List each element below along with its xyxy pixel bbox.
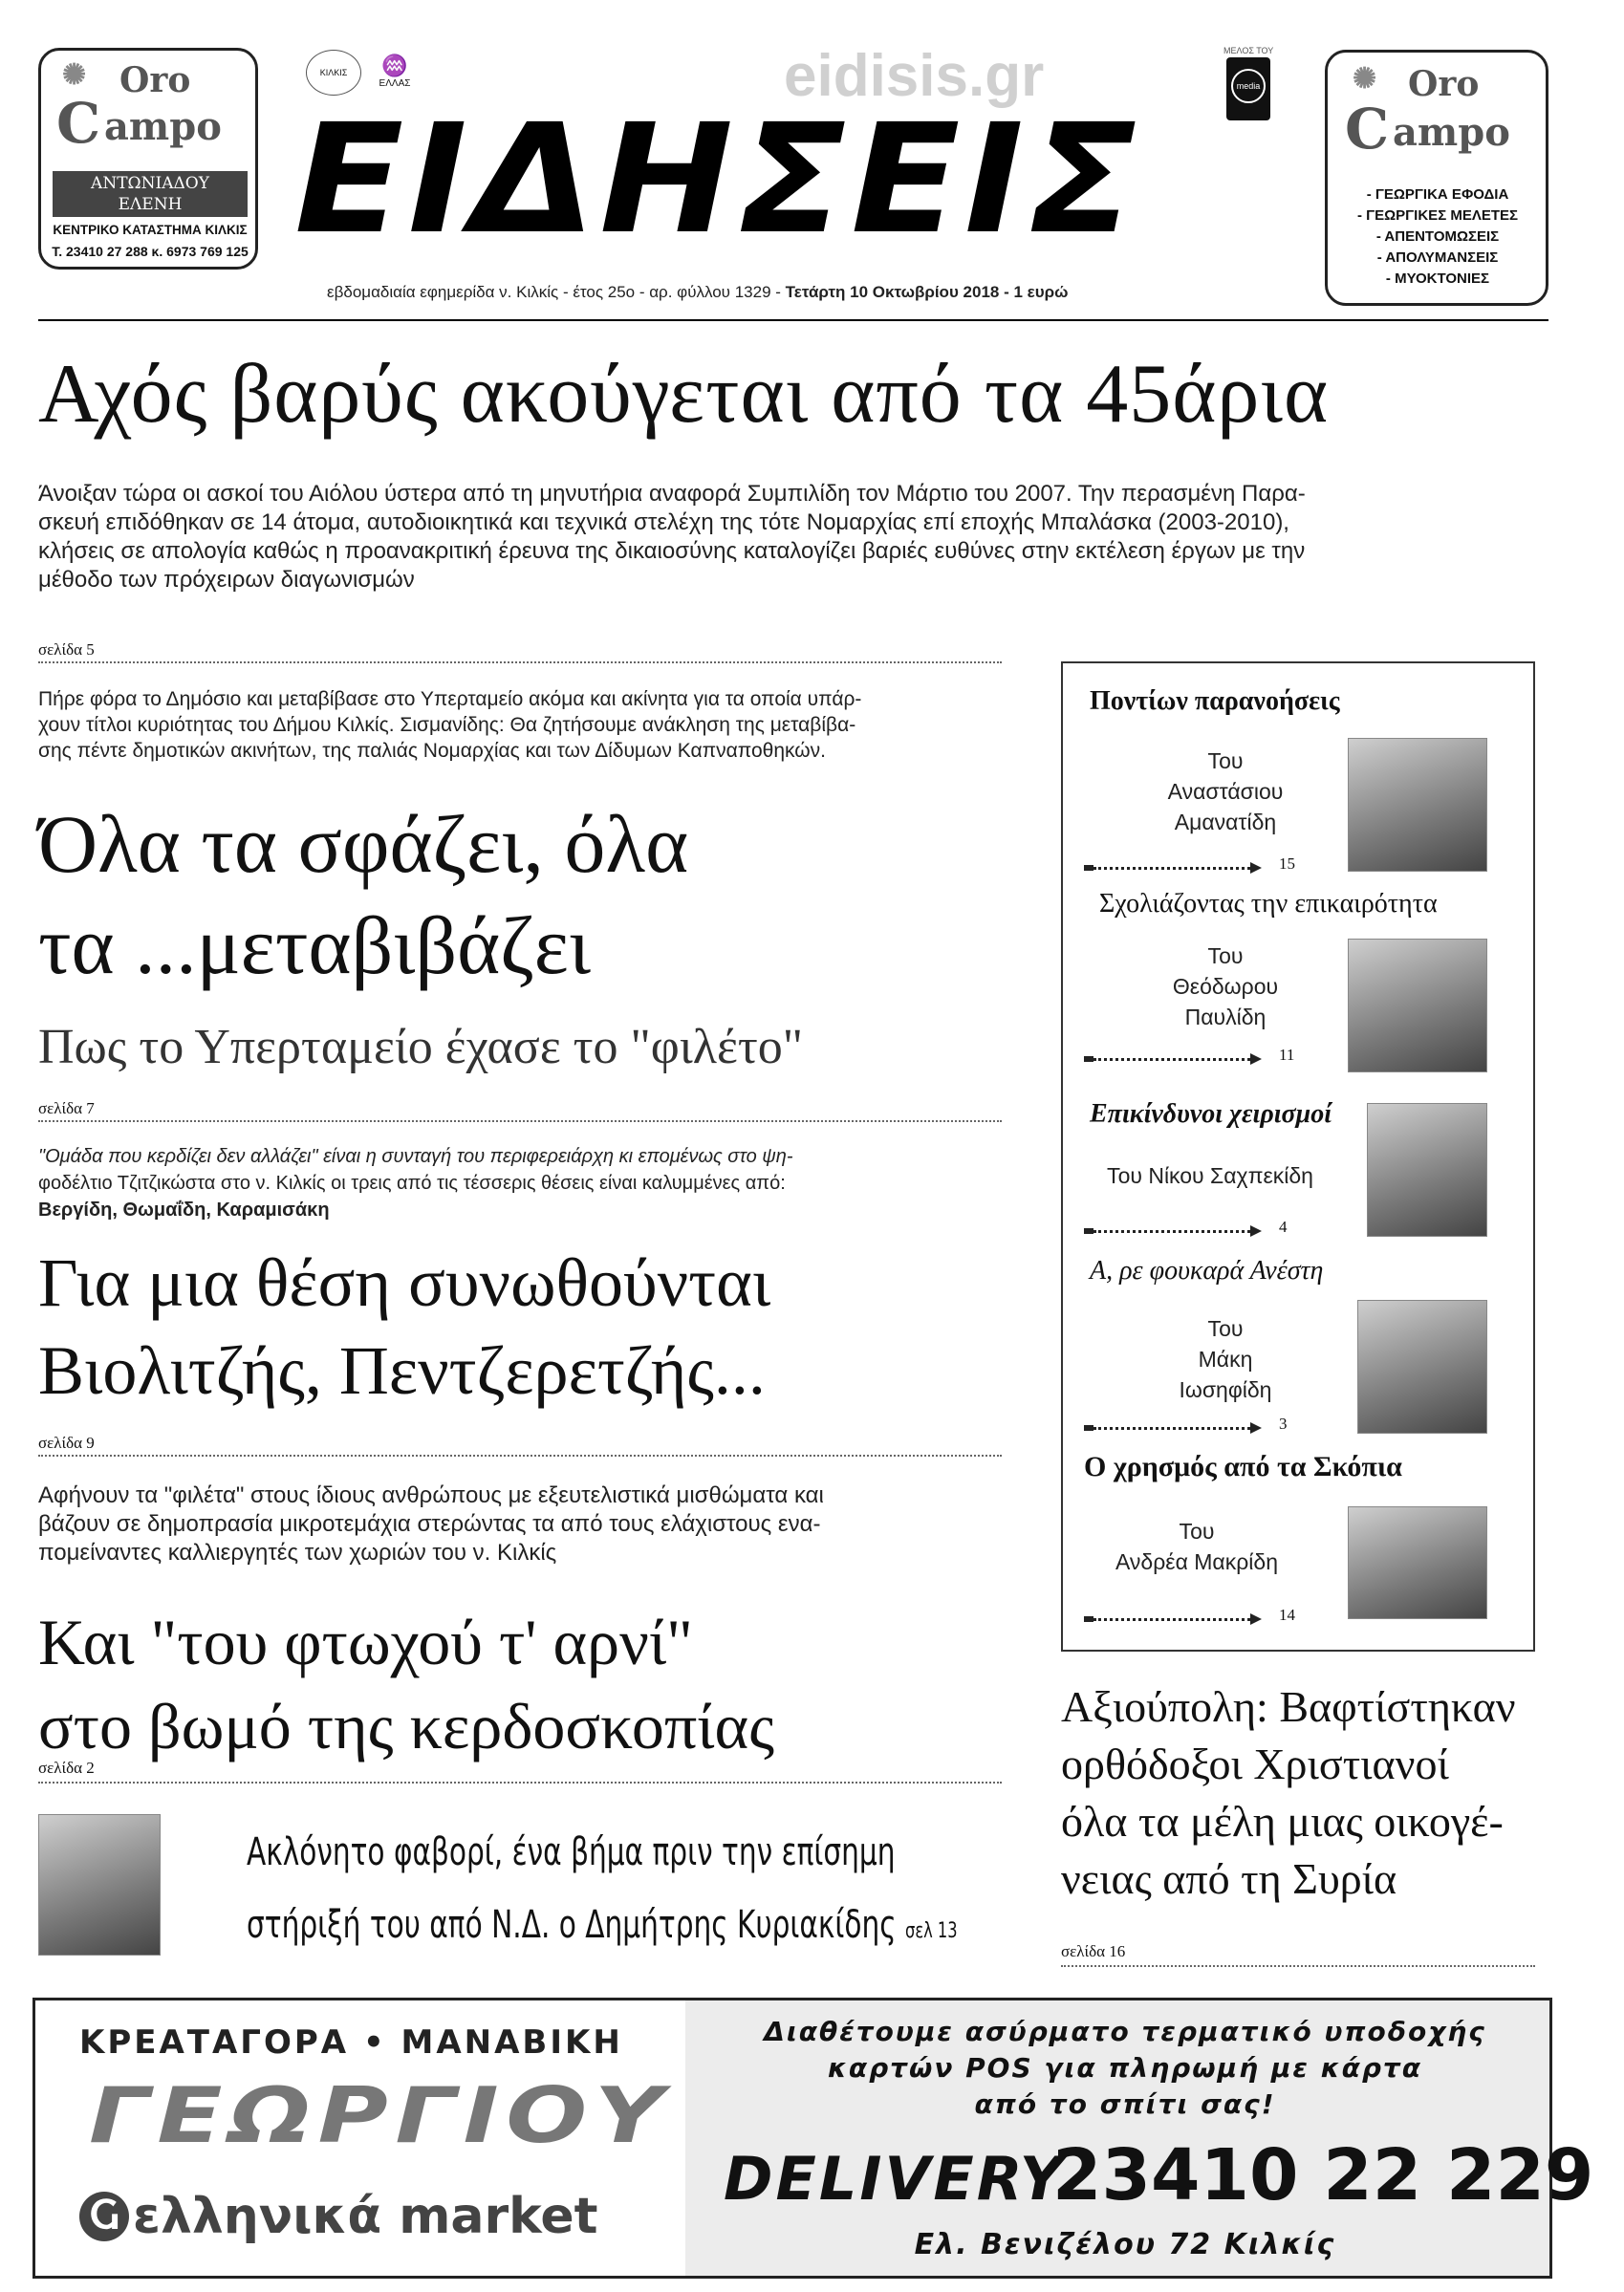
story2-headline: Όλα τα σφάζει, όλα τα ...μεταβιβάζει bbox=[38, 798, 689, 991]
post-horn-icon: ♒ bbox=[381, 54, 408, 77]
masthead-rule bbox=[38, 319, 1548, 321]
bottom-ad-address: Ελ. Βενιζέλου 72 Κιλκίς bbox=[914, 2228, 1336, 2261]
member-logo: media bbox=[1226, 57, 1270, 120]
ad-left-phones: Τ. 23410 27 288 κ. 6973 769 125 bbox=[52, 244, 249, 259]
sun-icon: ✺ bbox=[1353, 62, 1377, 96]
divider bbox=[38, 1120, 1002, 1122]
ad-right-item: - ΓΕΩΡΓΙΚΑ ΕΦΟΔΙΑ bbox=[1366, 186, 1509, 203]
issue-line bbox=[327, 283, 1069, 302]
story3-body: "Ομάδα που κερδίζει δεν αλλάζει" είναι η συνταγή του περιφερειάρχη κι επομένως στο ψη- φοδέλτιο Τζιτζικώστα στο ν. Κιλκίς οι τρεις από τις τέσσερις θέσεις είναι καλυμμένες από: Βεργίδη, Θωμαΐδη, Καραμισάκη bbox=[38, 1146, 793, 1221]
author-photo bbox=[1348, 738, 1487, 872]
story4-headline: Και "του φτωχού τ' αρνί" στο βωμό της κερδοσκοπίας bbox=[38, 1606, 775, 1762]
ad-left-owner-line2: ΕΛΕΝΗ bbox=[118, 195, 183, 214]
postal-stamp: ΚΙΛΚΙΣ bbox=[306, 50, 361, 96]
author-photo bbox=[1348, 939, 1487, 1072]
ad-left bbox=[38, 48, 258, 270]
page-arrow-icon bbox=[1084, 862, 1262, 874]
bottom-ad-phone: 23410 22 229 bbox=[1052, 2134, 1594, 2216]
ad-left-brand-c: C bbox=[56, 91, 101, 156]
ad-right-item: - ΓΕΩΡΓΙΚΕΣ ΜΕΛΕΤΕΣ bbox=[1356, 207, 1519, 224]
page-arrow-icon bbox=[1084, 1422, 1262, 1434]
ad-right-item: - ΑΠΟΛΥΜΑΝΣΕΙΣ bbox=[1376, 249, 1499, 266]
opinion-title: Ποντίων παρανοήσεις bbox=[1090, 686, 1340, 716]
lead-page-ref: σελίδα 5 bbox=[38, 640, 95, 659]
story6-page-ref: σελίδα 16 bbox=[1061, 1942, 1126, 1960]
story6-headline: Αξιούπολη: Βαφτίστηκαν ορθόδοξοι Χριστιανοί όλα τα μέλη μιας οικογέ- νειας από τη Συρία bbox=[1061, 1682, 1516, 1903]
story2-body: Πήρε φόρα το Δημόσιο και μεταβίβασε στο Υπερταμείο ακόμα και ακίνητα για τα οποία υπάρ- χουν τίτλοι κυριότητας του Δήμου Κιλκίς. Σισμανίδης: Θα ζητήσουμε ανάκληση της μεταβίβα- σης πέντε δημοτικών ακινήτων, της παλιάς Νομαρχίας και των Δίδυμων Καπναποθηκών. bbox=[38, 688, 862, 762]
ad-right-items bbox=[1335, 184, 1540, 290]
ad-right-item: - ΑΠΕΝΤΟΜΩΣΕΙΣ bbox=[1375, 228, 1500, 245]
ad-left-store: ΚΕΝΤΡΙΚΟ ΚΑΤΑΣΤΗΜΑ ΚΙΛΚΙΣ bbox=[53, 223, 248, 237]
member-label: ΜΕΛΟΣ ΤΟΥ bbox=[1223, 46, 1274, 55]
bottom-ad bbox=[32, 1998, 1594, 2279]
ad-left-owner-line1: ΑΝΤΩΝΙΑΔΟΥ bbox=[91, 174, 209, 193]
opinion-author: Του Νίκου Σαχπεκίδη bbox=[1107, 1163, 1313, 1188]
bottom-ad-header: ΚΡΕΑΤΑΓΟΡΑ • ΜΑΝΑΒΙΚΗ bbox=[79, 2023, 623, 2062]
opinion-author: Του Αναστάσιου Αμανατίδη bbox=[1167, 748, 1284, 834]
opinion-page: 4 bbox=[1279, 1218, 1288, 1236]
divider bbox=[38, 661, 1002, 663]
opinion-title: Σχολιάζοντας την επικαιρότητα bbox=[1099, 889, 1438, 919]
ad-right-brand-bottom: ampo bbox=[1393, 110, 1510, 155]
opinion-title: Επικίνδυνοι χειρισμοί bbox=[1090, 1099, 1332, 1129]
lead-body: Άνοιξαν τώρα οι ασκοί του Αιόλου ύστερα από τη μηνυτήρια αναφορά Συμπιλίδη τον Μάρτιο του 2007. Την περασμένη Παρα- σκευή επιδόθηκαν σε 14 άτομα, αυτοδιοικητικά και τεχνικά στελέχη της τότε Νομαρχίας επί εποχής Μπαλάσκα (2003-2010), κλήσεις σε απολογία καθώς η προανακριτική έρευνα της δικαιοσύνης καταλογίζει βαριές ευθύνες στην εκτέλεση έργων με την μέθοδο των πρόχειρων διαγωνισμών bbox=[38, 481, 1306, 593]
story3-headline: Για μια θέση συνωθούνται Βιολιτζής, Πεντζερετζής... bbox=[38, 1244, 771, 1409]
opinion-page: 15 bbox=[1279, 854, 1295, 873]
opinion-author: Του Θεόδωρου Παυλίδη bbox=[1172, 943, 1279, 1029]
lead-headline: Αχός βαρύς ακούγεται από τα 45άρια bbox=[38, 348, 1330, 441]
issue-date: Τετάρτη 10 Οκτωβρίου 2018 - 1 ευρώ bbox=[785, 283, 1069, 301]
bottom-ad-delivery: DELIVERY bbox=[724, 2144, 1066, 2214]
page-arrow-icon bbox=[1084, 1225, 1262, 1237]
ad-left-owner-box bbox=[53, 171, 248, 217]
issue-prefix: εβδομαδιαία εφημερίδα ν. Κιλκίς - έτος 25ο - αρ. φύλλου 1329 - bbox=[327, 283, 781, 301]
story2-subheadline: Πως το Υπερταμείο έχασε το "φιλέτο" bbox=[38, 1020, 803, 1074]
story4-body: Αφήνουν τα "φιλέτα" στους ίδιους ανθρώπους με εξευτελιστικά μισθώματα και βάζουν σε δημοπρασία μικροτεμάχια στερώντας τα από τους ελάχιστους ενα- πομείναντες καλλιεργητές των χωριών του ν. Κιλκίς bbox=[38, 1482, 824, 1566]
masthead-title: ΕΙΔΗΣΕΙΣ bbox=[294, 92, 1141, 268]
story5-headline: Ακλόνητο φαβορί, ένα βήμα πριν την επίσημη στήριξή του από Ν.Δ. ο Δημήτρης Κυριακίδης σελ 13 bbox=[247, 1830, 958, 1947]
opinion-page: 11 bbox=[1279, 1046, 1295, 1064]
story4-page-ref: σελίδα 2 bbox=[38, 1759, 95, 1777]
author-photo bbox=[1348, 1506, 1487, 1619]
opinion-author: Του Ανδρέα Μακρίδη bbox=[1115, 1519, 1278, 1574]
site-url: eidisis.gr bbox=[784, 43, 1045, 109]
bottom-ad-brand: ΓΕΩΡΓΙΟΥ bbox=[89, 2071, 671, 2160]
ad-right-item: - ΜΥΟΚΤΟΝΙΕΣ bbox=[1385, 270, 1490, 287]
ad-right bbox=[1325, 50, 1548, 306]
author-photo bbox=[1367, 1103, 1487, 1237]
opinion-author: Του Μάκη Ιωσηφίδη bbox=[1179, 1316, 1272, 1402]
opinion-title: Α, ρε φουκαρά Ανέστη bbox=[1090, 1256, 1324, 1286]
bottom-ad-market: Ⴚ ελληνικά market bbox=[79, 2188, 597, 2245]
kyriakidis-photo bbox=[38, 1814, 161, 1956]
ad-left-brand-bottom: ampo bbox=[104, 104, 222, 149]
divider bbox=[38, 1455, 1002, 1457]
page-arrow-icon bbox=[1084, 1613, 1262, 1625]
opinion-title: Ο χρησμός από τα Σκόπια bbox=[1084, 1451, 1402, 1482]
opinion-page: 3 bbox=[1279, 1415, 1288, 1433]
bottom-ad-pos: Διαθέτουμε ασύρματο τερματικό υποδοχής καρτών POS για πληρωμή με κάρτα από το σπίτι σας! bbox=[764, 2016, 1486, 2120]
ad-right-brand-top: Oro bbox=[1408, 64, 1480, 104]
story5-page-ref: σελ 13 bbox=[904, 1919, 958, 1943]
divider bbox=[38, 1782, 1002, 1784]
divider bbox=[1061, 1965, 1535, 1967]
story2-page-ref: σελίδα 7 bbox=[38, 1099, 95, 1117]
market-logo-icon: Ⴚ bbox=[79, 2192, 129, 2241]
page-arrow-icon bbox=[1084, 1053, 1262, 1065]
ad-right-brand-c: C bbox=[1345, 97, 1390, 162]
ad-left-brand-top: Oro bbox=[119, 60, 191, 100]
story3-page-ref: σελίδα 9 bbox=[38, 1434, 95, 1452]
opinion-box bbox=[1061, 661, 1535, 1652]
author-photo bbox=[1357, 1300, 1487, 1434]
sun-icon: ✺ bbox=[62, 58, 87, 92]
opinion-page: 14 bbox=[1279, 1606, 1295, 1624]
postal-mark: ♒ ΕΛΛΑΣ bbox=[369, 54, 421, 94]
